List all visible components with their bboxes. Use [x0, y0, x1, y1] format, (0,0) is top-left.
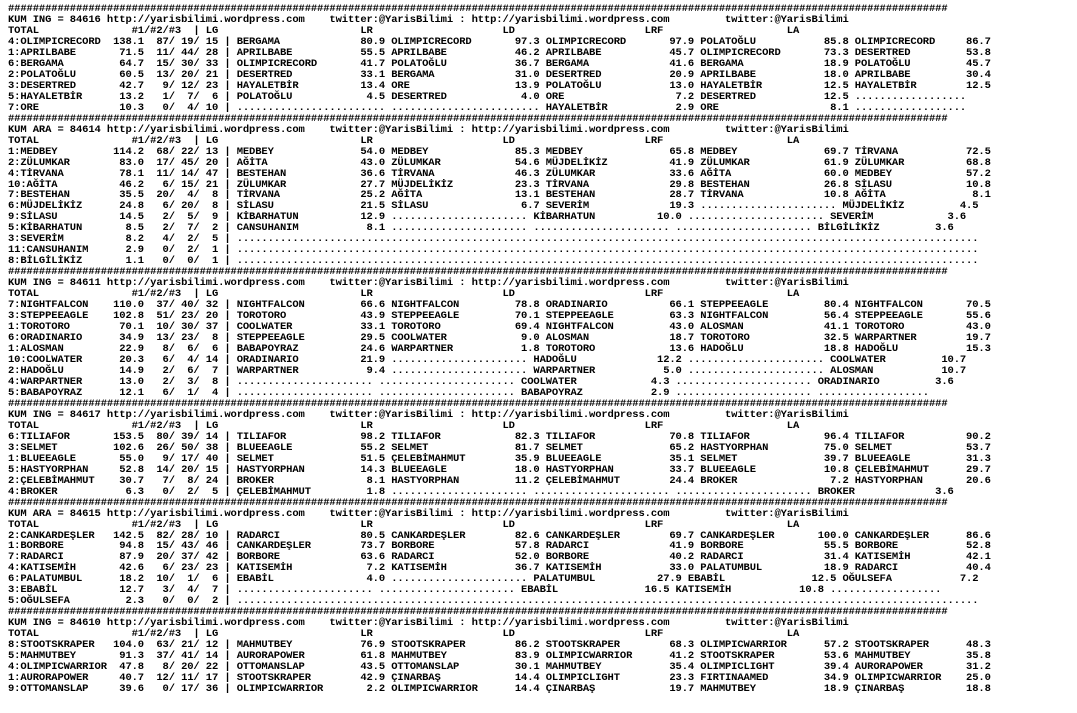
result-row: 9:SİLASU 14.5 2/ 5/ 9 | KİBARHATUN 12.9 ...................... KİBARHATUN 10.0 ...................... SEVERİM 3.6 [8, 211, 967, 224]
column-header-line: TOTAL #1/#2/#3 | LG LR LD LRF LA [8, 288, 800, 301]
result-row: 7:ORE 10.3 0/ 4/ 10 | ........................ ........................ HAYALETBİR 2.9 ORE 8.1 .................. [8, 101, 967, 114]
result-row: 5:MAHMUTBEY 91.3 37/ 41/ 14 | AURORAPOWER 61.8 MAHMUTBEY 83.9 OLIMPICWARRIOR 41.2 STOOTSKRAPER 53.6 MAHMUTBEY 35.8 [8, 650, 991, 663]
result-row: 1:BLUEEAGLE 55.0 9/ 17/ 40 | SELMET 51.5 ÇELEBİMAHMUT 35.9 BLUEEAGLE 35.1 SELMET 39.7 BLUEEAGLE 31.3 [8, 452, 991, 465]
result-row: 5:KİBARHATUN 8.5 2/ 7/ 2 | CANSUHANIM 8.1 ...................... ...................... ...................... BİLGİLİKİZ 3.6 [8, 222, 954, 235]
result-row: 11:CANSUHANIM 2.9 0/ 2/ 1 | ........................................................................................................................ [8, 244, 979, 257]
result-row: 3:EBABİL 12.7 3/ 4/ 7 | ...................... ...................... EBABİL 16.5 KATISEMİH 10.8 .................. [8, 584, 942, 597]
result-row: 10:COOLWATER 20.3 6/ 4/ 14 | ORADINARIO 21.9 ...................... HADOĞLU 12.2 ...................... COOLWATER 10.7 [8, 354, 967, 366]
result-row: 6:MÜJDELİKİZ 24.8 6/ 20/ 8 | SİLASU 21.5 SİLASU 6.7 SEVERİM 19.3 ...................... MÜJDELİKİZ 4.5 [8, 200, 979, 213]
result-row: 4:OLIMPICWARRIOR 47.8 8/ 20/ 22 | OTTOMANSLAP 43.5 OTTOMANSLAP 30.1 MAHMUTBEY 35.4 OLIMPICLIGHT 39.4 AURORAPOWER 31.2 [8, 661, 991, 674]
race-header-line: KUM ARA = 84615 http://yarisbilimi.wordpress.com twitter:@YarisBilimi : http://yarisbilimi.wordpress.com twitter:@YarisBilimi [8, 507, 849, 520]
column-header-line: TOTAL #1/#2/#3 | LG LR LD LRF LA [8, 24, 800, 37]
result-row: 4:KATISEMİH 42.6 6/ 23/ 23 | KATISEMİH 7.2 KATISEMİH 36.7 KATISEMİH 33.0 PALATUMBUL 18.9 RADARCI 40.4 [8, 562, 991, 575]
column-header-line: TOTAL #1/#2/#3 | LG LR LD LRF LA [8, 419, 800, 432]
result-row: 2:POLATOĞLU 60.5 13/ 20/ 21 | DESERTRED 33.1 BERGAMA 31.0 DESERTRED 20.9 APRILBABE 18.0 APRILBABE 30.4 [8, 68, 991, 81]
result-row: 2:HADOĞLU 14.9 2/ 6/ 7 | WARPARTNER 9.4 ...................... WARPARTNER 5.0 ...................... ALOSMAN 10.7 [8, 364, 967, 377]
result-row: 6:PALATUMBUL 18.2 10/ 1/ 6 | EBABİL 4.0 ...................... PALATUMBUL 27.9 EBABİL 12.5 OĞULSEFA 7.2 [8, 573, 979, 586]
result-row: 9:OTTOMANSLAP 39.6 0/ 17/ 36 | OLIMPICWARRIOR 2.2 OLIMPICWARRIOR 14.4 ÇINARBAŞ 19.7 MAHMUTBEY 18.9 ÇINARBAŞ 18.8 [8, 683, 991, 696]
result-row: 2:ZÜLUMKAR 83.0 17/ 45/ 20 | AĞİTA 43.0 ZÜLUMKAR 54.6 MÜJDELİKİZ 41.9 ZÜLUMKAR 61.9 ZÜLUMKAR 68.8 [8, 156, 991, 169]
result-row: 6:TILIAFOR 153.5 80/ 39/ 14 | TILIAFOR 98.2 TILIAFOR 82.3 TILIAFOR 70.8 TILIAFOR 96.4 TILIAFOR 90.2 [8, 430, 991, 443]
result-row: 1:MEDBEY 114.2 68/ 22/ 13 | MEDBEY 54.0 MEDBEY 85.3 MEDBEY 65.8 MEDBEY 69.7 TİRVANA 72.5 [8, 145, 991, 158]
result-row: 1:APRILBABE 71.5 11/ 44/ 28 | APRILBABE 55.5 APRILBABE 46.2 APRILBABE 45.7 OLIMPICRECORD 73.3 DESERTRED 53.8 [8, 46, 991, 59]
race-header-line: KUM ING = 84610 http://yarisbilimi.wordpress.com twitter:@YarisBilimi : http://yarisbilimi.wordpress.com twitter:@YarisBilimi [8, 617, 849, 630]
result-row: 6:BERGAMA 64.7 15/ 30/ 33 | OLIMPICRECORD 41.7 POLATOĞLU 36.7 BERGAMA 41.6 BERGAMA 18.9 POLATOĞLU 45.7 [8, 57, 991, 70]
result-row: 8:BİLGİLİKİZ 1.1 0/ 0/ 1 | ........................................................................................................................ [8, 255, 979, 268]
column-header-line: TOTAL #1/#2/#3 | LG LR LD LRF LA [8, 628, 800, 641]
result-row: 4:OLIMPICRECORD 138.1 87/ 19/ 15 | BERGAMA 80.9 OLIMPICRECORD 97.3 OLIMPICRECORD 97.9 POLATOĞLU 85.8 OLIMPICRECORD 86.7 [8, 35, 991, 48]
result-row: 3:SELMET 102.6 26/ 50/ 38 | BLUEEAGLE 55.2 SELMET 81.7 SELMET 65.2 HASTYORPHAN 75.0 SELMET 53.7 [8, 441, 991, 454]
result-row: 2:CANKARDEŞLER 142.5 82/ 28/ 10 | RADARCI 80.5 CANKARDEŞLER 82.6 CANKARDEŞLER 69.7 CANKARDEŞLER 100.0 CANKARDEŞLER 86.6 [8, 529, 991, 542]
result-row: 5:OĞULSEFA 2.3 0/ 0/ 2 | ........................................................................................................................ [8, 595, 979, 608]
result-row: 10:AĞİTA 46.2 6/ 15/ 21 | ZÜLUMKAR 27.7 MÜJDELİKİZ 23.3 TİRVANA 29.8 BESTEHAN 26.8 SİLASU 10.8 [8, 178, 991, 191]
result-row: 8:STOOTSKRAPER 104.0 63/ 21/ 12 | MAHMUTBEY 76.9 STOOTSKRAPER 86.2 STOOTSKRAPER 68.3 OLIMPICWARRIOR 57.2 STOOTSKRAPER 48.3 [8, 639, 991, 652]
race-header-line: KUM ING = 84616 http://yarisbilimi.wordpress.com twitter:@YarisBilimi : http://yarisbilimi.wordpress.com twitter:@YarisBilimi [8, 13, 849, 26]
result-row: 3:SEVERİM 8.2 4/ 2/ 5 | ........................................................................................................................ [8, 233, 979, 246]
result-row: 5:BABAPOYRAZ 12.1 6/ 1/ 4 | ...................... ...................... BABAPOYRAZ 2.9 ...................... .................. [8, 386, 929, 399]
result-row: 6:ORADINARIO 34.9 13/ 23/ 8 | STEPPEEAGLE 29.5 COOLWATER 9.0 ALOSMAN 18.7 TOROTORO 32.5 WARPARTNER 19.7 [8, 332, 991, 345]
column-header-line: TOTAL #1/#2/#3 | LG LR LD LRF LA [8, 134, 800, 147]
race-header-line: KUM ARA = 84614 http://yarisbilimi.wordpress.com twitter:@YarisBilimi : http://yarisbilimi.wordpress.com twitter:@YarisBilimi [8, 123, 849, 136]
result-row: 5:HASTYORPHAN 52.8 14/ 20/ 15 | HASTYORPHAN 14.3 BLUEEAGLE 18.0 HASTYORPHAN 33.7 BLUEEAGLE 10.8 ÇELEBİMAHMUT 29.7 [8, 463, 991, 476]
result-row: 5:HAYALETBİR 13.2 1/ 7/ 6 | POLATOĞLU 4.5 DESERTRED 4.0 ORE 7.2 DESERTRED 12.5 .................. [8, 90, 967, 103]
result-row: 1:AURORAPOWER 40.7 12/ 11/ 17 | STOOTSKRAPER 42.9 ÇINARBAŞ 14.4 OLIMPICLIGHT 23.3 FIRTINAAMED 34.9 OLIMPICWARRIOR 25.0 [8, 672, 991, 685]
result-row: 2:ÇELEBİMAHMUT 30.7 7/ 8/ 24 | BROKER 8.1 HASTYORPHAN 11.2 ÇELEBİMAHMUT 24.4 BROKER 7.2 HASTYORPHAN 20.6 [8, 474, 991, 487]
result-row: 7:BESTEHAN 35.5 20/ 4/ 8 | TİRVANA 25.2 AĞİTA 13.1 BESTEHAN 28.7 TİRVANA 10.8 AĞİTA 8.1 [8, 189, 991, 202]
race-header-line: KUM ING = 84617 http://yarisbilimi.wordpress.com twitter:@YarisBilimi : http://yarisbilimi.wordpress.com twitter:@YarisBilimi [8, 408, 849, 421]
separator-line: ######################################################################################################################################################## [8, 397, 948, 410]
result-row: 4:BROKER 6.3 0/ 2/ 5 | ÇELEBİMAHMUT 1.8 ...................... ...................... ...................... BROKER 3.6 [8, 485, 954, 498]
race-header-line: KUM ING = 84611 http://yarisbilimi.wordpress.com twitter:@YarisBilimi : http://yarisbilimi.wordpress.com twitter:@YarisBilimi [8, 277, 849, 290]
result-row: 1:TOROTORO 70.1 10/ 30/ 37 | COOLWATER 33.1 TOROTORO 69.4 NIGHTFALCON 43.0 ALOSMAN 41.1 TOROTORO 43.0 [8, 321, 991, 334]
separator-line: ######################################################################################################################################################## [8, 266, 948, 279]
result-row: 4:WARPARTNER 13.0 2/ 3/ 8 | ...................... ...................... COOLWATER 4.3 ...................... ORADINARIO 3.6 [8, 375, 954, 388]
separator-line: ######################################################################################################################################################## [8, 3, 948, 15]
result-row: 3:DESERTRED 42.7 9/ 12/ 23 | HAYALETBİR 13.4 ORE 13.9 POLATOĞLU 13.0 HAYALETBİR 12.5 HAYALETBİR 12.5 [8, 79, 991, 92]
column-header-line: TOTAL #1/#2/#3 | LG LR LD LRF LA [8, 518, 800, 531]
separator-line: ######################################################################################################################################################## [8, 606, 948, 619]
result-row: 7:RADARCI 87.9 20/ 37/ 42 | BORBORE 63.6 RADARCI 52.0 BORBORE 40.2 RADARCI 31.4 KATISEMİH 42.1 [8, 551, 991, 564]
result-row: 3:STEPPEEAGLE 102.8 51/ 23/ 20 | TOROTORO 43.9 STEPPEEAGLE 70.1 STEPPEEAGLE 63.3 NIGHTFALCON 56.4 STEPPEEAGLE 55.6 [8, 310, 991, 323]
result-row: 7:NIGHTFALCON 110.0 37/ 40/ 32 | NIGHTFALCON 66.6 NIGHTFALCON 78.8 ORADINARIO 66.1 STEPPEEAGLE 80.4 NIGHTFALCON 70.5 [8, 299, 991, 312]
result-row: 1:ALOSMAN 22.9 8/ 6/ 6 | BABAPOYRAZ 24.6 WARPARTNER 1.8 TOROTORO 13.6 HADOĞLU 18.8 HADOĞLU 15.3 [8, 343, 991, 356]
result-row: 4:TİRVANA 78.1 11/ 14/ 47 | BESTEHAN 36.6 TİRVANA 46.3 ZÜLUMKAR 33.6 AĞİTA 60.0 MEDBEY 57.2 [8, 167, 991, 180]
separator-line: ######################################################################################################################################################## [8, 112, 948, 125]
result-row: 1:BORBORE 94.8 15/ 43/ 46 | CANKARDEŞLER 73.7 BORBORE 57.8 RADARCI 41.9 BORBORE 55.5 BORBORE 52.8 [8, 540, 991, 553]
separator-line: ######################################################################################################################################################## [8, 496, 948, 509]
